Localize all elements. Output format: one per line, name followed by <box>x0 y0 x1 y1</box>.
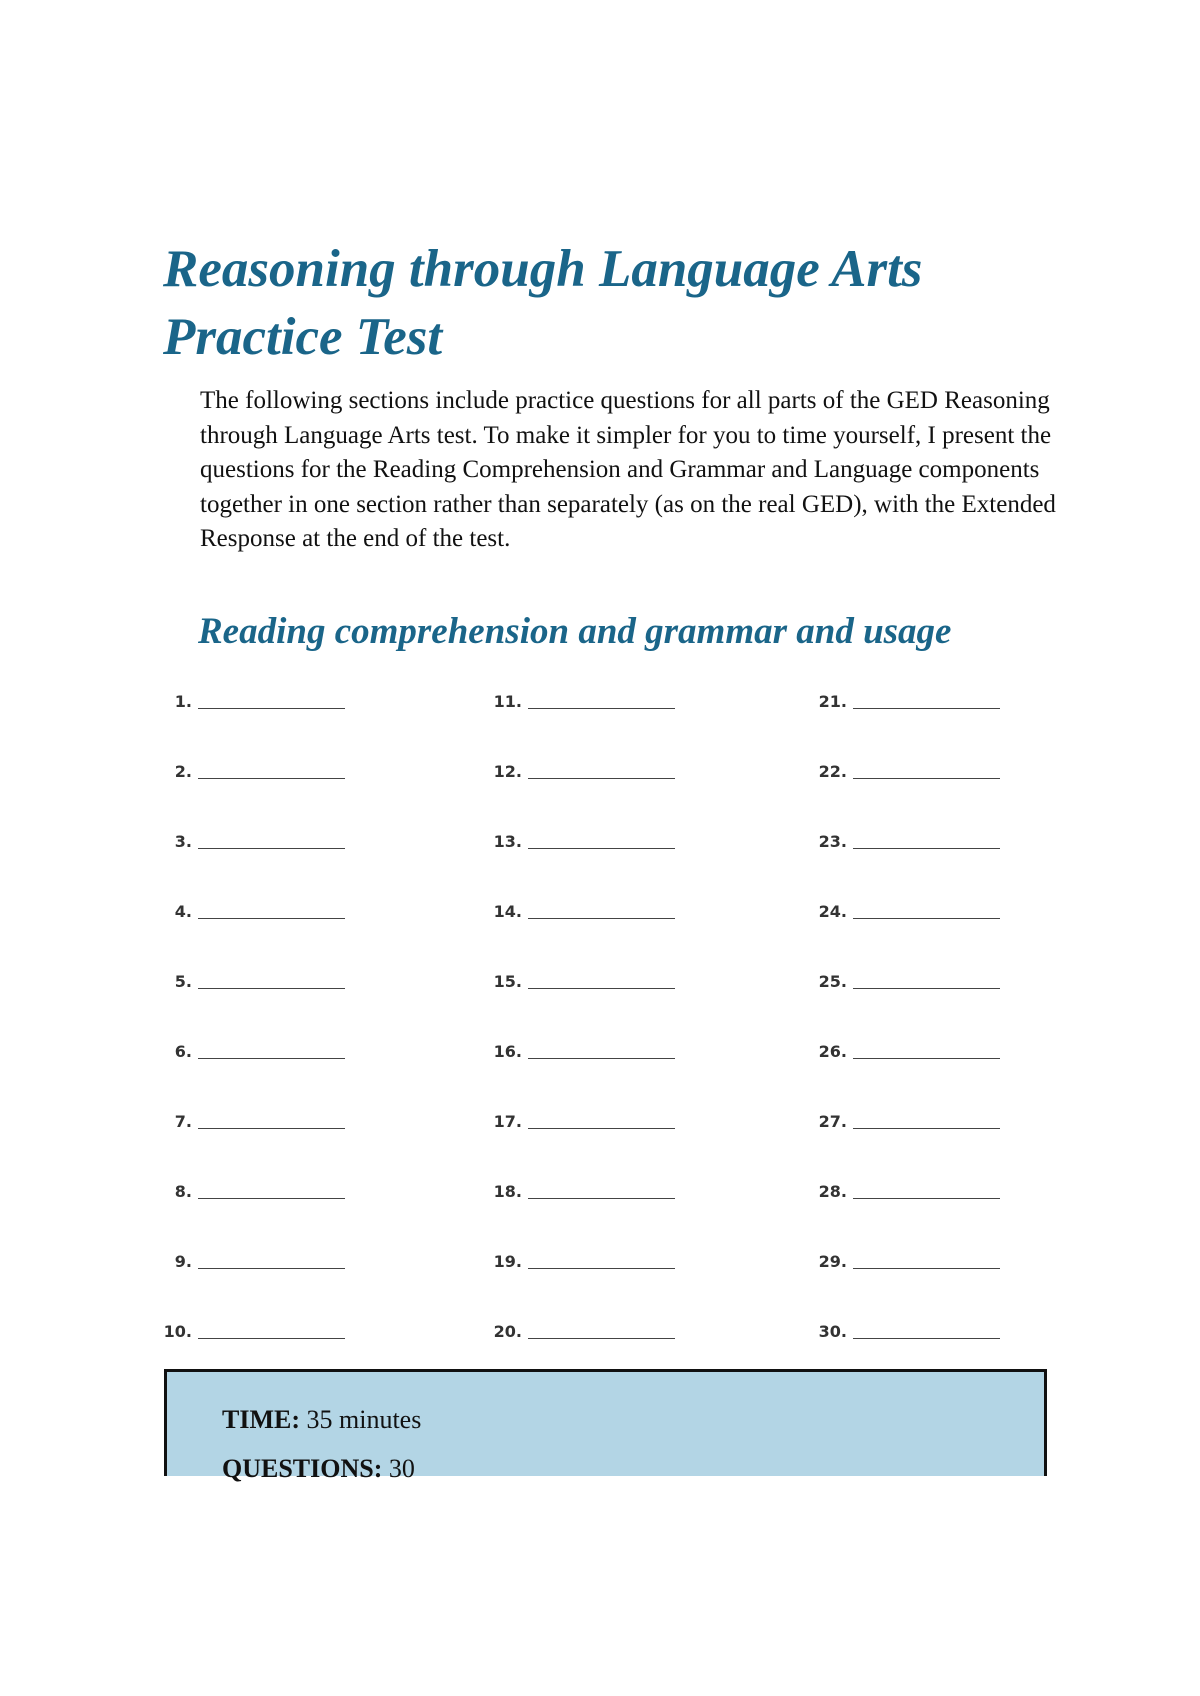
question-number: 29. <box>818 1252 847 1271</box>
answer-blank[interactable] <box>198 1058 345 1059</box>
question-number: 16. <box>493 1042 522 1061</box>
answer-item <box>150 952 345 992</box>
answer-blank[interactable] <box>198 778 345 779</box>
answer-blank[interactable] <box>853 778 1000 779</box>
question-number: 21. <box>818 692 847 711</box>
time-value: 35 minutes <box>306 1405 422 1434</box>
question-number: 7. <box>174 1112 192 1131</box>
answer-blank[interactable] <box>198 708 345 709</box>
answer-item <box>805 1022 1000 1062</box>
question-number: 4. <box>174 902 192 921</box>
answer-item <box>150 1302 345 1342</box>
answer-item <box>150 742 345 782</box>
question-number: 20. <box>493 1322 522 1341</box>
question-number: 28. <box>818 1182 847 1201</box>
answer-blank[interactable] <box>853 918 1000 919</box>
answer-blank[interactable] <box>528 778 675 779</box>
section-heading: Reading comprehension and grammar and usage <box>198 611 952 652</box>
answer-item <box>150 1092 345 1132</box>
answer-item <box>480 1022 675 1062</box>
answer-item <box>805 672 1000 712</box>
question-number: 1. <box>174 692 192 711</box>
answer-item <box>480 1232 675 1272</box>
question-number: 24. <box>818 902 847 921</box>
questions-info <box>222 1452 415 1486</box>
page-title <box>163 235 1063 371</box>
title-line-2: Practice Test <box>163 308 443 366</box>
answer-blank[interactable] <box>853 1198 1000 1199</box>
answer-blank[interactable] <box>528 918 675 919</box>
answer-blank[interactable] <box>853 988 1000 989</box>
answer-blank[interactable] <box>198 988 345 989</box>
answer-blank[interactable] <box>528 1128 675 1129</box>
answer-item <box>805 1302 1000 1342</box>
question-number: 26. <box>818 1042 847 1061</box>
answer-item <box>150 672 345 712</box>
answer-blank[interactable] <box>853 1338 1000 1339</box>
answer-blank[interactable] <box>198 1128 345 1129</box>
answer-blank[interactable] <box>198 1338 345 1339</box>
answer-item <box>480 1092 675 1132</box>
question-number: 22. <box>818 762 847 781</box>
answer-item <box>480 1162 675 1202</box>
question-number: 17. <box>493 1112 522 1131</box>
answer-item <box>480 672 675 712</box>
answer-blank[interactable] <box>528 848 675 849</box>
answer-item <box>480 882 675 922</box>
question-number: 13. <box>493 832 522 851</box>
answer-item <box>150 812 345 852</box>
answer-item <box>805 1092 1000 1132</box>
question-number: 19. <box>493 1252 522 1271</box>
answer-blank[interactable] <box>528 1198 675 1199</box>
answer-item <box>805 952 1000 992</box>
answer-blank[interactable] <box>853 1128 1000 1129</box>
answer-item <box>805 882 1000 922</box>
answer-blank[interactable] <box>528 708 675 709</box>
questions-value: 30 <box>388 1454 415 1483</box>
question-number: 12. <box>493 762 522 781</box>
answer-item <box>805 1232 1000 1272</box>
question-number: 5. <box>174 972 192 991</box>
answer-item <box>150 1022 345 1062</box>
answer-item <box>480 952 675 992</box>
answer-item <box>150 1232 345 1272</box>
answer-item <box>805 812 1000 852</box>
questions-label: QUESTIONS: <box>222 1454 383 1483</box>
title-line-1: Reasoning through Language Arts <box>163 240 923 298</box>
question-number: 18. <box>493 1182 522 1201</box>
question-number: 2. <box>174 762 192 781</box>
question-number: 6. <box>174 1042 192 1061</box>
time-info <box>222 1403 421 1437</box>
question-number: 3. <box>174 832 192 851</box>
question-number: 15. <box>493 972 522 991</box>
question-number: 23. <box>818 832 847 851</box>
question-number: 14. <box>493 902 522 921</box>
answer-blank[interactable] <box>853 1058 1000 1059</box>
answer-blank[interactable] <box>528 988 675 989</box>
answer-blank[interactable] <box>853 848 1000 849</box>
question-number: 25. <box>818 972 847 991</box>
question-number: 27. <box>818 1112 847 1131</box>
question-number: 30. <box>818 1322 847 1341</box>
answer-item <box>805 1162 1000 1202</box>
answer-blank[interactable] <box>198 1198 345 1199</box>
answer-item <box>480 742 675 782</box>
answer-item <box>805 742 1000 782</box>
answer-blank[interactable] <box>198 848 345 849</box>
question-number: 8. <box>174 1182 192 1201</box>
answer-blank[interactable] <box>528 1058 675 1059</box>
answer-item <box>150 882 345 922</box>
answer-item <box>480 812 675 852</box>
answer-blank[interactable] <box>528 1268 675 1269</box>
answer-item <box>480 1302 675 1342</box>
answer-blank[interactable] <box>198 918 345 919</box>
answer-item <box>150 1162 345 1202</box>
question-number: 11. <box>493 692 522 711</box>
time-label: TIME: <box>222 1405 300 1434</box>
answer-blank[interactable] <box>528 1338 675 1339</box>
answer-blank[interactable] <box>853 708 1000 709</box>
question-number: 9. <box>174 1252 192 1271</box>
answer-sheet-grid <box>150 672 1050 1342</box>
question-number: 10. <box>163 1322 192 1341</box>
answer-blank[interactable] <box>198 1268 345 1269</box>
test-info-box <box>164 1369 1047 1483</box>
answer-blank[interactable] <box>853 1268 1000 1269</box>
intro-paragraph: The following sections include practice questions for all parts of the GED Reasoning through Language Arts test. To make it simpler for you to time yourself, I present the questions for the Reading Comprehension and Grammar and Language components together in one section rather than separately (as on the real GED), with the Extended Response at the end of the test. <box>200 387 1056 553</box>
